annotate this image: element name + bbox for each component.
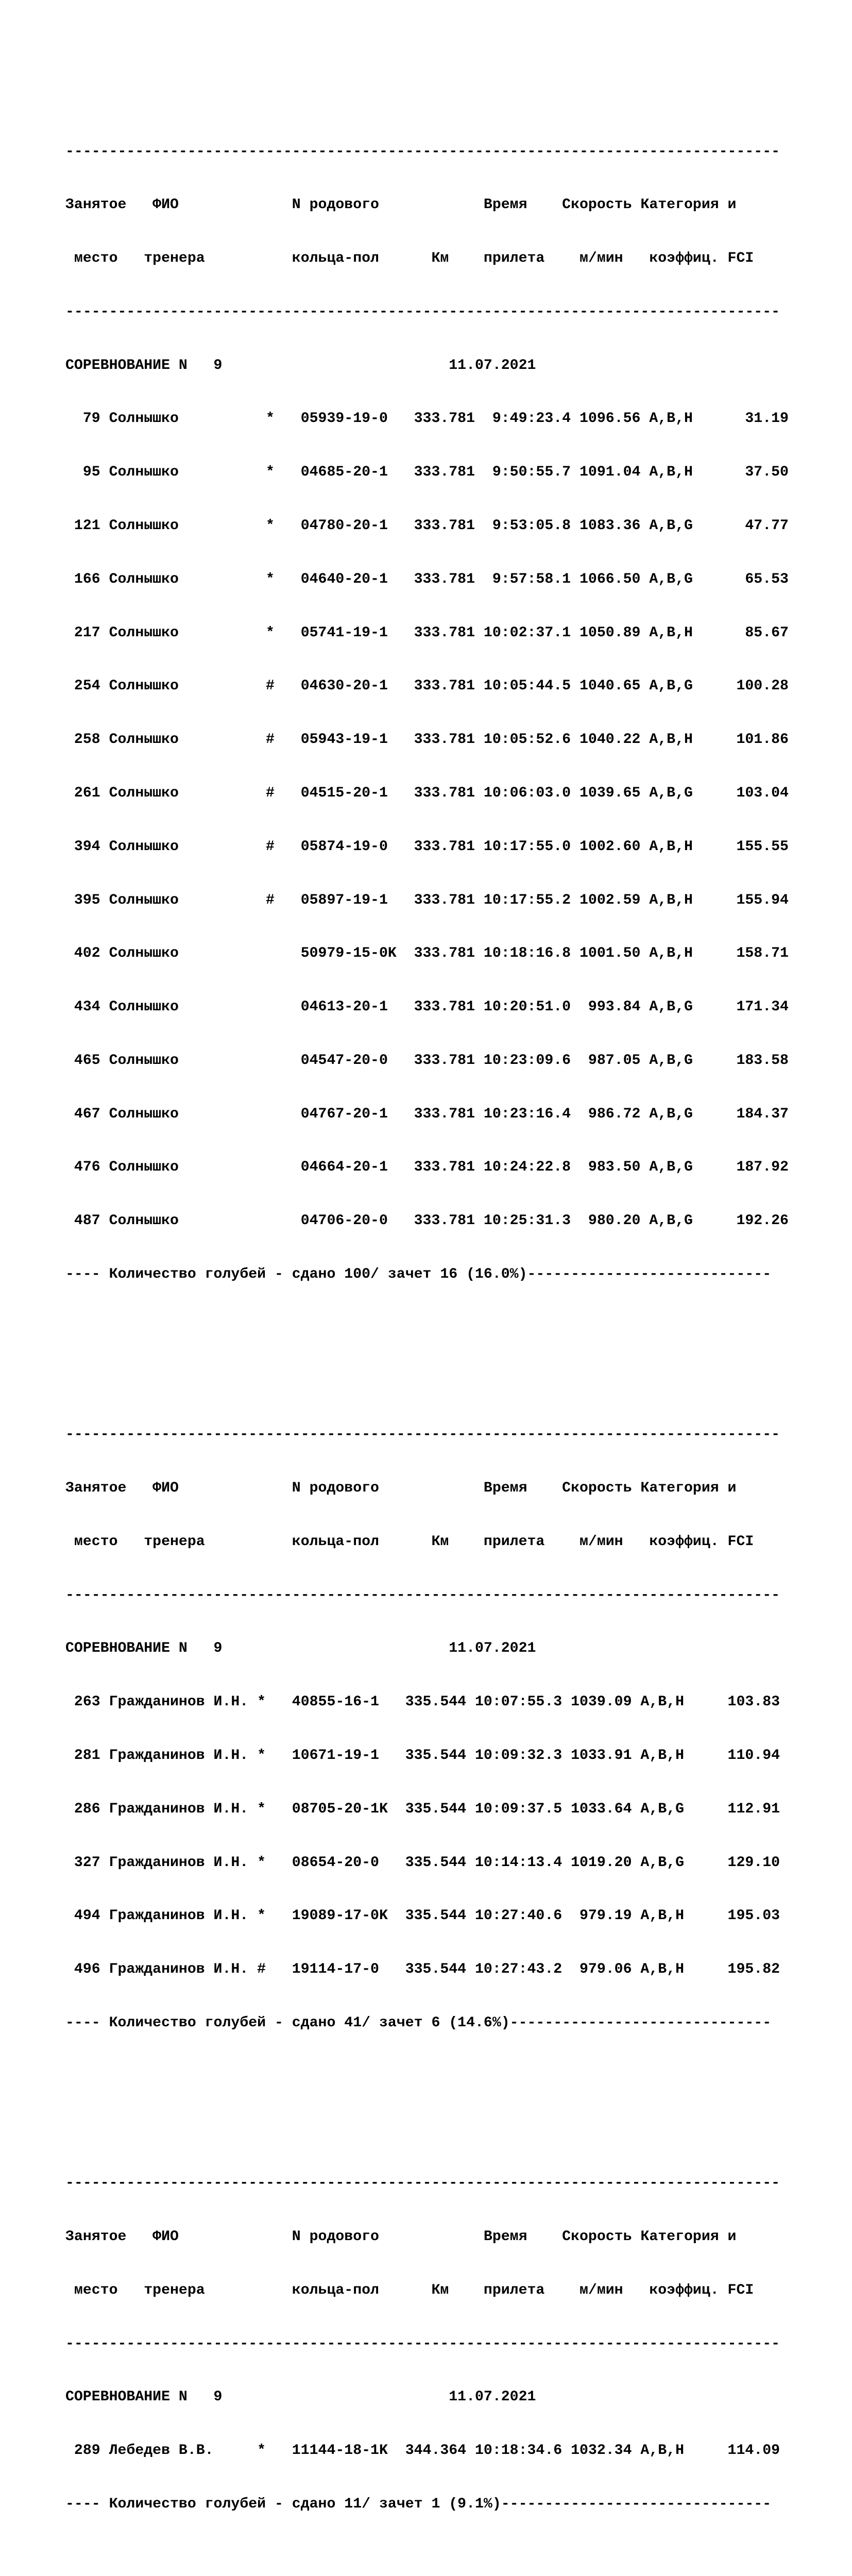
result-row: 434 Солнышко 04613-20-1 333.781 10:20:51.0 993.84 A,B,G 171.34 (65, 999, 789, 1015)
column-header-line-1: Занятое ФИО N родового Время Скорость Категория и (65, 2229, 737, 2245)
separator-line: ---------------------------------------------------------------------------------- (65, 1587, 780, 1603)
result-row: 263 Гражданинов И.Н. * 40855-16-1 335.544 10:07:55.3 1039.09 A,B,H 103.83 (65, 1694, 780, 1710)
result-row: 402 Солнышко 50979-15-0K 333.781 10:18:16.8 1001.50 A,B,H 158.71 (65, 945, 789, 962)
result-row: 258 Солнышко # 05943-19-1 333.781 10:05:52.6 1040.22 A,B,H 101.86 (65, 732, 789, 748)
separator-line: ---------------------------------------------------------------------------------- (65, 1427, 780, 1443)
result-row: 281 Гражданинов И.Н. * 10671-19-1 335.544 10:09:32.3 1033.91 A,B,H 110.94 (65, 1748, 780, 1764)
result-row: 496 Гражданинов И.Н. # 19114-17-0 335.544 10:27:43.2 979.06 A,B,H 195.82 (65, 1961, 780, 1978)
competition-line: СОРЕВНОВАНИЕ N 9 11.07.2021 (65, 2389, 536, 2405)
results-section (65, 1391, 789, 2068)
result-row: 327 Гражданинов И.Н. * 08654-20-0 335.544 10:14:13.4 1019.20 A,B,G 129.10 (65, 1854, 780, 1871)
column-header-line-2: место тренера кольца-пол Км прилета м/мин коэффиц. FCI (65, 250, 754, 267)
result-row: 79 Солнышко * 05939-19-0 333.781 9:49:23.4 1096.56 A,B,H 31.19 (65, 411, 789, 427)
result-row: 476 Солнышко 04664-20-1 333.781 10:24:22.8 983.50 A,B,G 187.92 (65, 1159, 789, 1176)
separator-line: ---------------------------------------------------------------------------------- (65, 143, 780, 160)
column-header-line-2: место тренера кольца-пол Км прилета м/мин коэффиц. FCI (65, 2282, 754, 2298)
result-row: 395 Солнышко # 05897-19-1 333.781 10:17:55.2 1002.59 A,B,H 155.94 (65, 892, 789, 908)
separator-line: ---------------------------------------------------------------------------------- (65, 2175, 780, 2192)
result-row: 217 Солнышко * 05741-19-1 333.781 10:02:37.1 1050.89 A,B,H 85.67 (65, 624, 789, 641)
summary-line: ---- Количество голубей - сдано 100/ зачет 16 (16.0%)---------------------------- (65, 1266, 772, 1282)
summary-line: ---- Количество голубей - сдано 41/ зачет 6 (14.6%)------------------------------ (65, 2014, 772, 2031)
column-header-line-1: Занятое ФИО N родового Время Скорость Категория и (65, 1480, 737, 1497)
result-row: 394 Солнышко # 05874-19-0 333.781 10:17:55.0 1002.60 A,B,H 155.55 (65, 838, 789, 855)
summary-line: ---- Количество голубей - сдано 11/ зачет 1 (9.1%)------------------------------- (65, 2496, 772, 2512)
result-row: 465 Солнышко 04547-20-0 333.781 10:23:09.6 987.05 A,B,G 183.58 (65, 1052, 789, 1069)
competition-line: СОРЕВНОВАНИЕ N 9 11.07.2021 (65, 357, 536, 374)
competition-line: СОРЕВНОВАНИЕ N 9 11.07.2021 (65, 1640, 536, 1657)
result-row: 121 Солнышко * 04780-20-1 333.781 9:53:05.8 1083.36 A,B,G 47.77 (65, 518, 789, 534)
result-row: 467 Солнышко 04767-20-1 333.781 10:23:16.4 986.72 A,B,G 184.37 (65, 1106, 789, 1122)
column-header-line-2: место тренера кольца-пол Км прилета м/мин коэффиц. FCI (65, 1533, 754, 1550)
column-header-line-1: Занятое ФИО N родового Время Скорость Категория и (65, 197, 737, 213)
result-row: 261 Солнышко # 04515-20-1 333.781 10:06:03.0 1039.65 A,B,G 103.04 (65, 785, 789, 801)
result-row: 95 Солнышко * 04685-20-1 333.781 9:50:55.7 1091.04 A,B,H 37.50 (65, 464, 789, 481)
results-report (65, 36, 789, 2576)
result-row: 166 Солнышко * 04640-20-1 333.781 9:57:58.1 1066.50 A,B,G 65.53 (65, 571, 789, 587)
result-row: 289 Лебедев В.В. * 11144-18-1K 344.364 10:18:34.6 1032.34 A,B,H 114.09 (65, 2443, 780, 2459)
result-row: 494 Гражданинов И.Н. * 19089-17-0K 335.544 10:27:40.6 979.19 A,B,H 195.03 (65, 1908, 780, 1924)
results-section (65, 107, 789, 1319)
result-row: 254 Солнышко # 04630-20-1 333.781 10:05:44.5 1040.65 A,B,G 100.28 (65, 678, 789, 694)
result-row: 286 Гражданинов И.Н. * 08705-20-1K 335.544 10:09:37.5 1033.64 A,B,G 112.91 (65, 1801, 780, 1817)
separator-line: ---------------------------------------------------------------------------------- (65, 303, 780, 320)
results-section (65, 2139, 789, 2549)
separator-line: ---------------------------------------------------------------------------------- (65, 2335, 780, 2352)
result-row: 487 Солнышко 04706-20-0 333.781 10:25:31.3 980.20 A,B,G 192.26 (65, 1213, 789, 1229)
